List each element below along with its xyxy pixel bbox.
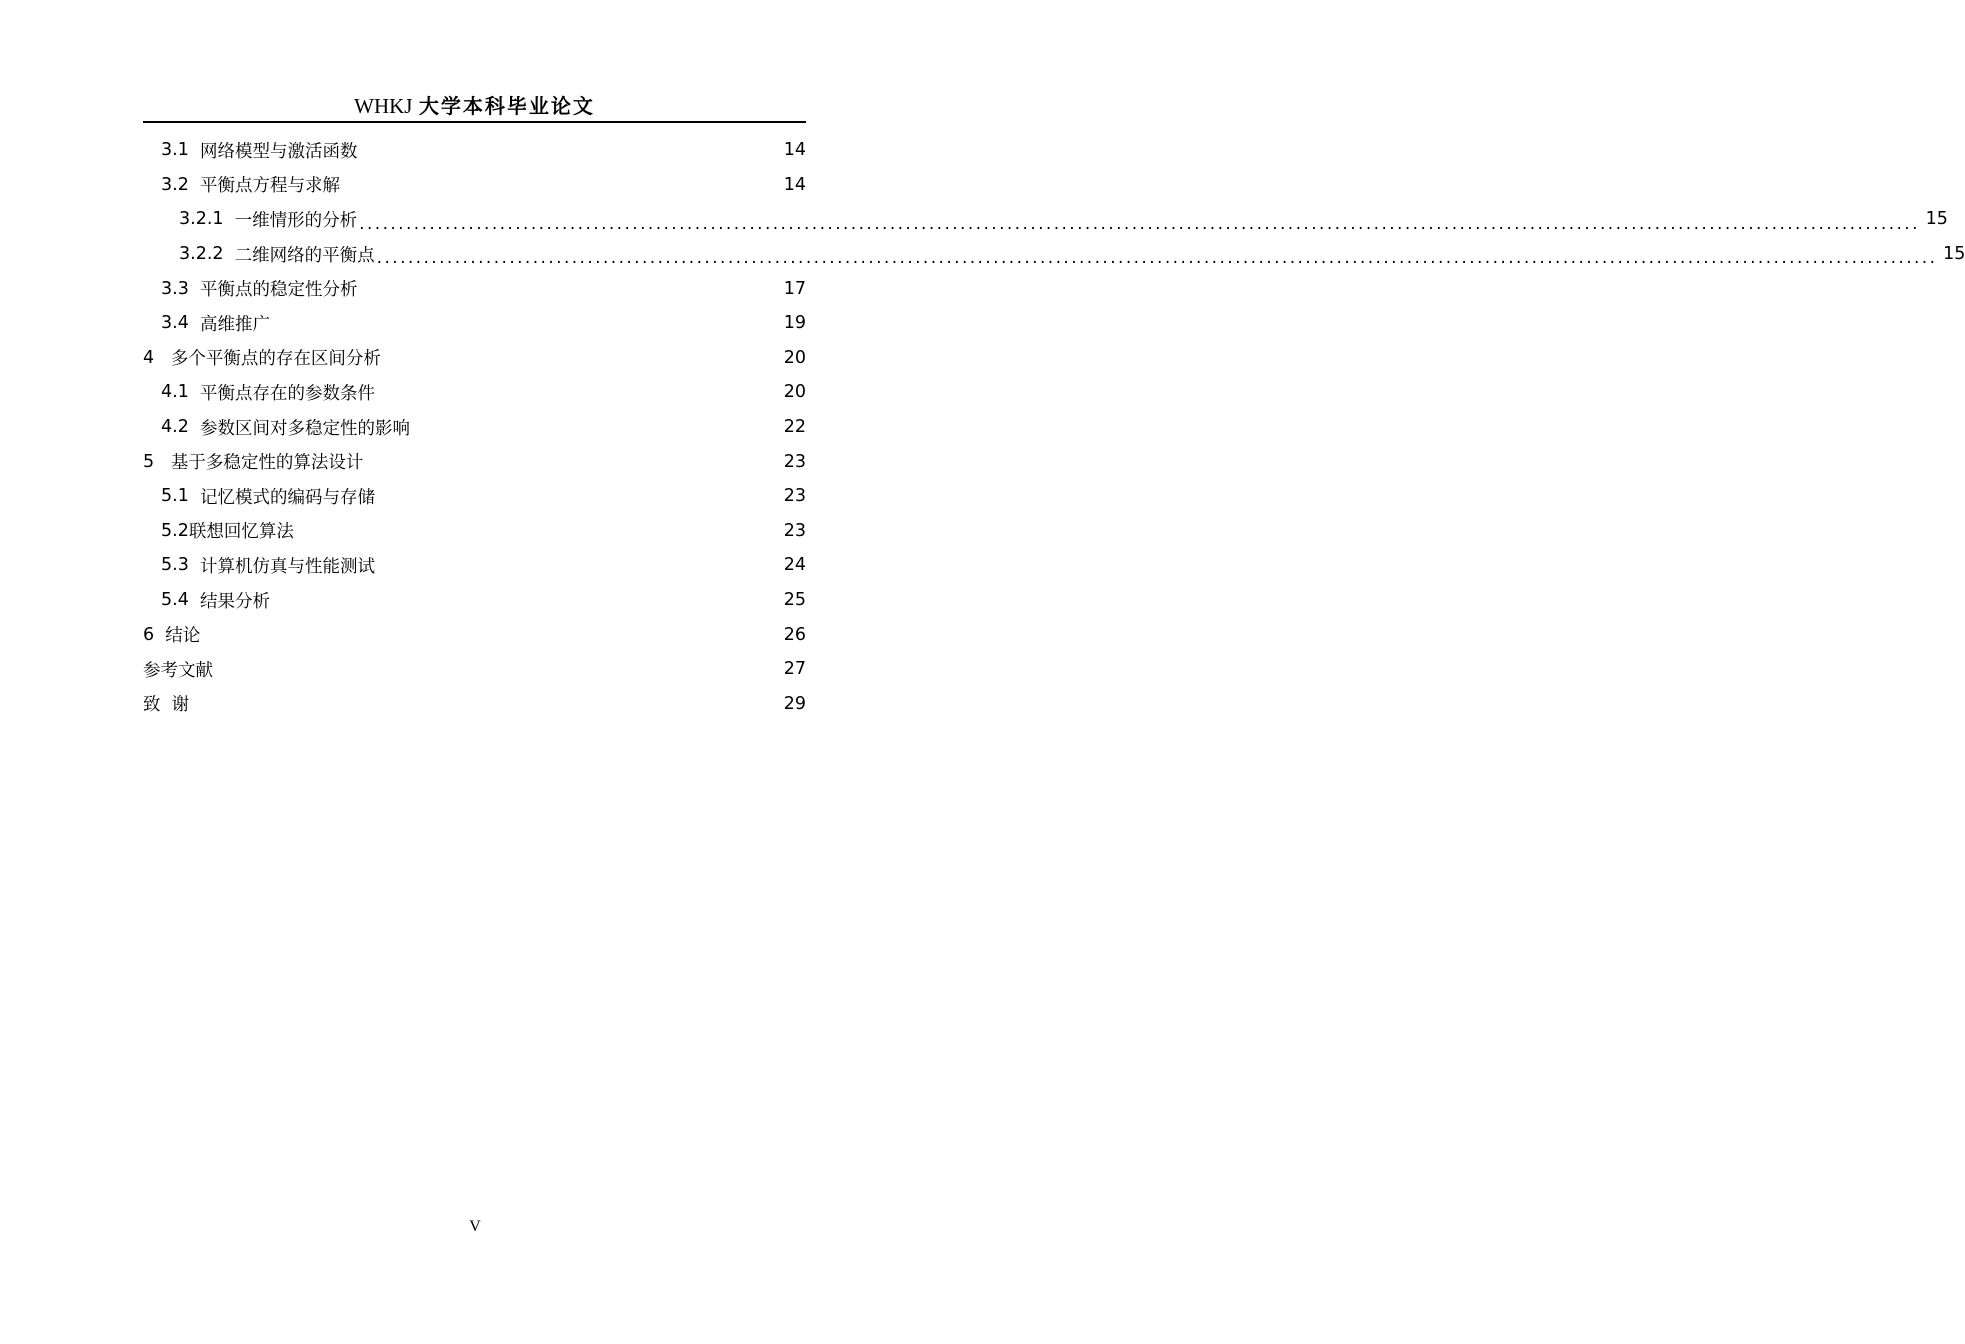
toc-spacer bbox=[270, 306, 782, 341]
toc-entry-page: 23 bbox=[783, 520, 806, 541]
toc-entry-title: 结果分析 bbox=[199, 591, 270, 612]
toc-entry-title: 结论 bbox=[165, 626, 201, 647]
toc-entry[interactable] bbox=[143, 306, 806, 341]
toc-entry-page: 17 bbox=[783, 278, 806, 299]
toc-entry-number: 3.2.2 bbox=[179, 244, 235, 265]
toc-entry-number: 3.1 bbox=[161, 140, 200, 161]
toc-entry-page: 23 bbox=[783, 451, 806, 472]
toc-spacer bbox=[200, 617, 782, 652]
toc-entry-title: 一维情形的分析 bbox=[234, 210, 358, 231]
toc-entry-page: 15 bbox=[1943, 244, 1965, 265]
toc-spacer bbox=[213, 652, 782, 687]
toc-entry-number: 3.2 bbox=[161, 174, 200, 195]
toc-entry-title: 平衡点的稳定性分析 bbox=[199, 280, 358, 301]
toc-entry[interactable] bbox=[143, 687, 806, 722]
page-number: V bbox=[469, 1218, 481, 1235]
toc-entry-number: 6 bbox=[143, 624, 166, 645]
toc-entry-number: 4 bbox=[143, 347, 171, 368]
toc-entry-page: 14 bbox=[783, 140, 806, 161]
toc-entry[interactable] bbox=[143, 168, 806, 203]
toc-entry-title: 计算机仿真与性能测试 bbox=[199, 556, 375, 577]
toc-entry[interactable] bbox=[143, 652, 806, 687]
toc-entry-number: 5.2 bbox=[161, 520, 189, 541]
toc-entry-title: 致 谢 bbox=[143, 695, 190, 716]
header-rule bbox=[143, 121, 806, 123]
toc-entry-title: 平衡点存在的参数条件 bbox=[199, 383, 375, 404]
toc-entry[interactable] bbox=[143, 617, 806, 652]
toc-entry[interactable] bbox=[143, 410, 806, 445]
toc-entry-number: 3.3 bbox=[161, 278, 200, 299]
toc-entry-number: 5.1 bbox=[161, 486, 200, 507]
toc-entry-title: 联想回忆算法 bbox=[188, 522, 294, 543]
toc-spacer bbox=[357, 271, 782, 306]
toc-entry-number: 5 bbox=[143, 451, 171, 472]
toc-spacer bbox=[375, 375, 782, 410]
toc-entry-number: 3.4 bbox=[161, 313, 200, 334]
toc-entry[interactable] bbox=[143, 514, 806, 549]
toc-entry-page: 23 bbox=[783, 486, 806, 507]
toc-entry-page: 24 bbox=[783, 555, 806, 576]
toc-entry-page: 26 bbox=[783, 624, 806, 645]
toc-entry[interactable] bbox=[143, 133, 806, 168]
toc-entry[interactable] bbox=[143, 548, 806, 583]
toc-entry[interactable] bbox=[143, 202, 1948, 237]
toc-entry-number: 4.1 bbox=[161, 382, 200, 403]
table-of-contents bbox=[143, 133, 1965, 721]
toc-dot-leader: ........................................................................................................................................................................................................ bbox=[359, 213, 1920, 234]
toc-spacer bbox=[340, 168, 782, 203]
toc-spacer bbox=[270, 583, 782, 618]
toc-dot-leader: ........................................................................................................................................................................................................ bbox=[376, 248, 1938, 269]
toc-entry[interactable] bbox=[143, 237, 1965, 272]
toc-entry-title: 参考文献 bbox=[143, 660, 213, 681]
toc-spacer bbox=[410, 410, 782, 445]
toc-entry-page: 15 bbox=[1925, 209, 1948, 230]
toc-spacer bbox=[294, 514, 782, 549]
toc-entry-page: 14 bbox=[783, 174, 806, 195]
toc-spacer bbox=[189, 687, 782, 722]
toc-entry-number: 5.3 bbox=[161, 555, 200, 576]
toc-entry-page: 25 bbox=[783, 590, 806, 611]
toc-entry-number: 5.4 bbox=[161, 590, 200, 611]
toc-entry-title: 基于多稳定性的算法设计 bbox=[170, 453, 364, 474]
toc-entry-page: 20 bbox=[783, 382, 806, 403]
toc-entry-title: 多个平衡点的存在区间分析 bbox=[170, 349, 381, 370]
toc-spacer bbox=[357, 133, 782, 168]
toc-entry[interactable] bbox=[143, 375, 806, 410]
toc-entry-number: 3.2.1 bbox=[179, 209, 235, 230]
toc-entry-page: 27 bbox=[783, 659, 806, 680]
toc-spacer bbox=[375, 479, 782, 514]
toc-entry-title: 二维网络的平衡点 bbox=[234, 245, 375, 266]
header-latin: WHKJ bbox=[354, 94, 413, 118]
toc-entry[interactable] bbox=[143, 479, 806, 514]
header-title: 大学本科毕业论文 bbox=[418, 94, 595, 118]
toc-entry-title: 平衡点方程与求解 bbox=[199, 176, 340, 197]
toc-spacer bbox=[363, 444, 782, 479]
toc-entry[interactable] bbox=[143, 271, 806, 306]
running-header bbox=[143, 92, 806, 120]
toc-entry-title: 记忆模式的编码与存储 bbox=[199, 487, 375, 508]
toc-entry[interactable] bbox=[143, 444, 806, 479]
toc-entry-page: 20 bbox=[783, 347, 806, 368]
toc-entry-title: 网络模型与激活函数 bbox=[199, 141, 358, 162]
toc-entry-title: 高维推广 bbox=[199, 314, 270, 335]
toc-entry[interactable] bbox=[143, 583, 806, 618]
toc-entry[interactable] bbox=[143, 341, 806, 376]
toc-spacer bbox=[375, 548, 782, 583]
toc-entry-number: 4.2 bbox=[161, 417, 200, 438]
toc-entry-title: 参数区间对多稳定性的影响 bbox=[199, 418, 410, 439]
toc-entry-page: 22 bbox=[783, 417, 806, 438]
toc-entry-page: 29 bbox=[783, 693, 806, 714]
toc-entry-page: 19 bbox=[783, 313, 806, 334]
toc-spacer bbox=[381, 341, 782, 376]
